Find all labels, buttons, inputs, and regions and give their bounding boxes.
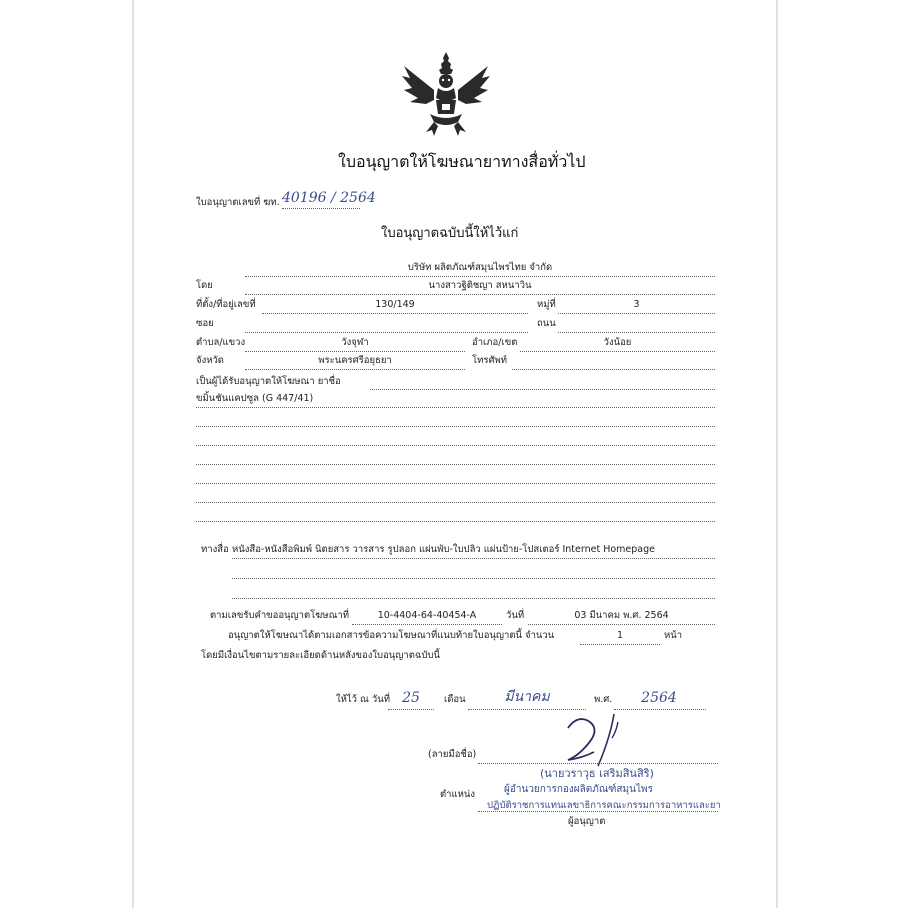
given-day: 25 xyxy=(402,690,420,706)
tambon-value: วังจุฬา xyxy=(341,337,369,348)
amphoe-label: อำเภอ/เขต xyxy=(472,337,518,348)
license-no-line xyxy=(282,208,360,209)
attach-count: 1 xyxy=(616,630,624,641)
signer-name: (นายวราวุธ เสริมสินสิริ) xyxy=(540,767,654,780)
blank-line-4 xyxy=(196,483,715,484)
garuda-emblem-icon xyxy=(400,48,492,138)
attach-unit: หน้า xyxy=(664,630,683,641)
by-line xyxy=(245,294,715,295)
given-year-label: พ.ศ. xyxy=(594,694,613,705)
road-label: ถนน xyxy=(537,318,556,329)
position-line xyxy=(478,811,718,812)
house-line xyxy=(262,313,528,314)
request-date-line xyxy=(528,624,715,625)
tambon-line xyxy=(245,351,465,352)
signature-line xyxy=(478,763,718,764)
amphoe-line xyxy=(520,351,715,352)
blank-line-3 xyxy=(196,464,715,465)
house-label: ที่ตั้ง/ที่อยู่เลขที่ xyxy=(196,299,256,310)
drug-label: เป็นผู้ได้รับอนุญาตให้โฆษณา ยาชื่อ xyxy=(196,376,341,387)
blank-line-1 xyxy=(196,426,715,427)
signature-label: (ลายมือชื่อ) xyxy=(428,749,477,760)
handwritten-signature xyxy=(556,712,634,770)
blank-line-2 xyxy=(196,445,715,446)
media-line-3 xyxy=(232,598,715,599)
tambon-label: ตำบล/แขวง xyxy=(196,337,246,348)
given-year-line xyxy=(614,709,706,710)
request-date-value: 03 มีนาคม พ.ศ. 2564 xyxy=(574,610,669,621)
signer-position-1: ผู้อำนวยการกองผลิตภัณฑ์สมุนไพร xyxy=(504,784,653,795)
scan-edge-left xyxy=(132,0,134,908)
given-label: ให้ไว้ ณ วันที่ xyxy=(336,694,390,705)
request-label: ตามเลขรับคำขออนุญาตโฆษณาที่ xyxy=(210,610,349,621)
request-date-label: วันที่ xyxy=(506,610,525,621)
media-line-2 xyxy=(232,578,715,579)
house-value: 130/149 xyxy=(375,299,415,310)
given-year: 2564 xyxy=(641,690,677,706)
drug-line-2 xyxy=(196,407,715,408)
given-month: มีนาคม xyxy=(504,689,550,705)
condition-text: โดยมีเงื่อนไขตามรายละเอียดด้านหลังของใบอนุญาตฉบับนี้ xyxy=(201,650,440,661)
given-month-label: เดือน xyxy=(444,694,466,705)
road-line xyxy=(558,332,715,333)
soi-line xyxy=(245,332,528,333)
by-label: โดย xyxy=(196,280,213,291)
position-label: ตำแหน่ง xyxy=(440,789,476,800)
drug-value: ขมิ้นชันแคปซูล (G 447/41) xyxy=(196,393,314,404)
by-value: นางสาวฐิติชญา สหนาวิน xyxy=(428,280,532,291)
company-name: บริษัท ผลิตภัณฑ์สมุนไพรไทย จำกัด xyxy=(407,262,553,273)
company-line xyxy=(245,276,715,277)
given-day-line xyxy=(388,709,434,710)
blank-line-5 xyxy=(196,502,715,503)
media-label: ทางสื่อ xyxy=(201,544,229,555)
blank-line-6 xyxy=(196,521,715,522)
signer-position-2: ปฏิบัติราชการแทนเลขาธิการคณะกรรมการอาหารและยา xyxy=(487,800,721,811)
phone-line xyxy=(512,369,715,370)
moo-line xyxy=(558,313,715,314)
media-line-1 xyxy=(232,558,715,559)
request-value: 10-4404-64-40454-A xyxy=(377,610,477,621)
province-value: พระนครศรีอยุธยา xyxy=(318,355,392,366)
attach-line xyxy=(580,644,660,645)
attach-label: อนุญาตให้โฆษณาได้ตามเอกสารข้อความโฆษณาที่แนบท้ายใบอนุญาตนี้ จำนวน xyxy=(228,630,555,641)
scan-edge-right xyxy=(776,0,778,908)
signer-role: ผู้อนุญาต xyxy=(568,816,606,827)
request-line xyxy=(352,624,502,625)
document-subtitle: ใบอนุญาตฉบับนี้ให้ไว้แก่ xyxy=(381,226,519,241)
province-label: จังหวัด xyxy=(196,355,224,366)
moo-label: หมู่ที่ xyxy=(537,299,556,310)
province-line xyxy=(245,369,465,370)
media-value: หนังสือ-หนังสือพิมพ์ นิตยสาร วารสาร รูปลอก แผ่นพับ-ใบปลิว แผ่นป้าย-โปสเตอร์ Internet Homepage xyxy=(232,544,655,555)
given-month-line xyxy=(468,709,586,710)
license-no-value: 40196 / 2564 xyxy=(282,190,376,206)
drug-line-1 xyxy=(370,389,715,390)
phone-label: โทรศัพท์ xyxy=(472,355,508,366)
license-no-label: ใบอนุญาตเลขที่ ฆท. xyxy=(196,197,280,208)
document-title: ใบอนุญาตให้โฆษณายาทางสื่อทั่วไป xyxy=(338,152,586,171)
moo-value: 3 xyxy=(633,299,640,310)
soi-label: ซอย xyxy=(196,318,214,329)
amphoe-value: วังน้อย xyxy=(603,337,632,348)
